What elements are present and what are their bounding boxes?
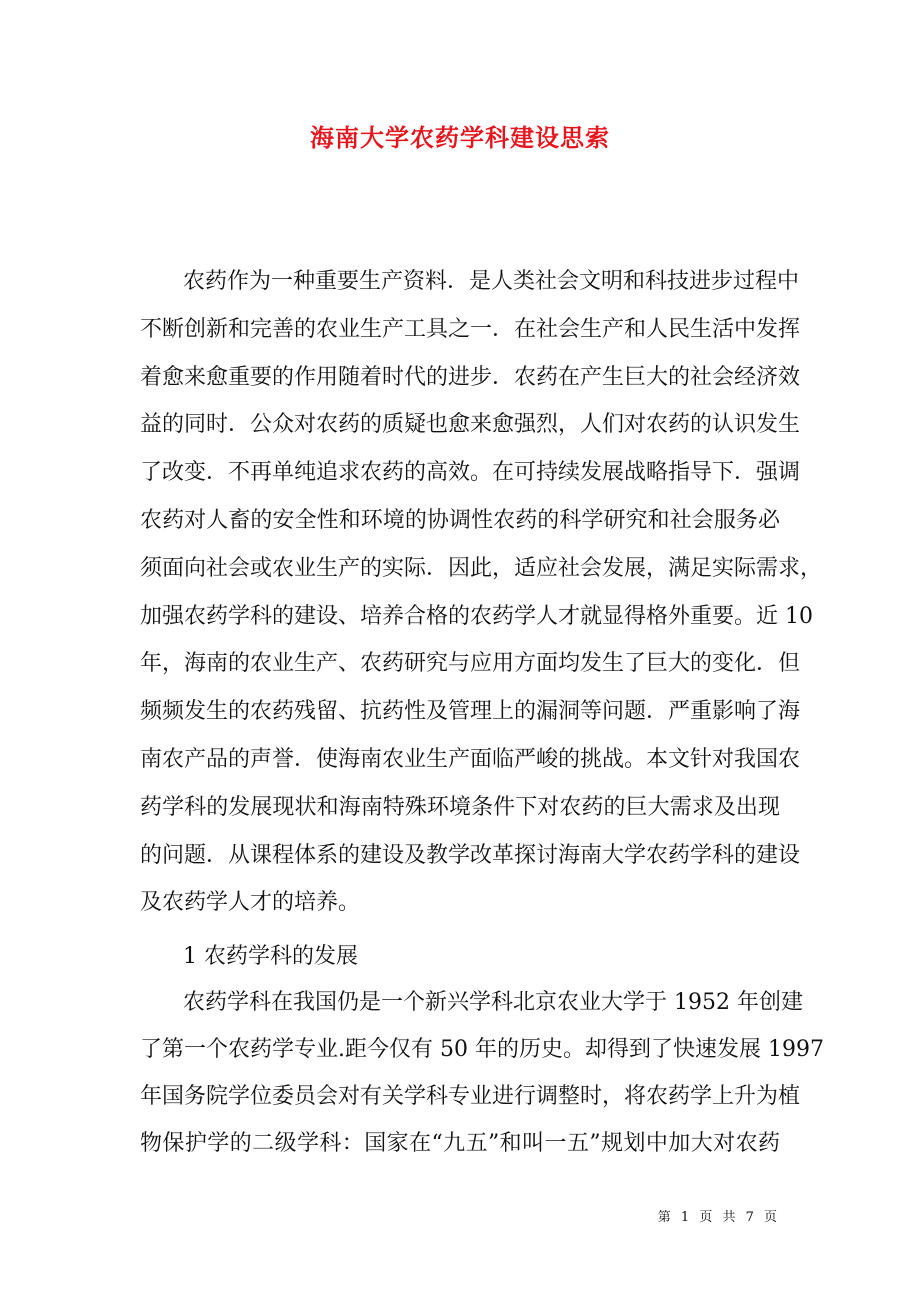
paragraph-line: 须面向社会或农业生产的实际．因此，适应社会发展，满足实际需求， [140, 555, 823, 581]
paragraph-line: 农药作为一种重要生产资料．是人类社会文明和科技进步过程中 [183, 269, 800, 294]
paragraph-line: 年，海南的农业生产、农药研究与应用方面均发生了巨大的变化．但 [140, 651, 801, 677]
paragraph-line: 农药对人畜的安全性和环境的协调性农药的科学研究和社会服务必 [140, 508, 780, 533]
paragraph-line: 益的同时．公众对农药的质疑也愈来愈强烈，人们对农药的认识发生 [140, 412, 801, 438]
document-title: 海南大学农药学科建设思索 [310, 123, 610, 152]
paragraph-line: 农药学科在我国仍是一个新兴学科北京农业大学于 1952 年创建 [183, 990, 803, 1015]
paragraph-line: 及农药学人才的培养。 [140, 890, 361, 916]
paragraph-line: 了第一个农药学专业.距今仅有 50 年的历史。却得到了快速发展 1997 [140, 1037, 824, 1062]
page-number: 第 1 页 共 7 页 [657, 1210, 780, 1225]
section-heading: 1 农药学科的发展 [183, 944, 358, 969]
paragraph-line: 不断创新和完善的农业生产工具之一．在社会生产和人民生活中发挥 [140, 316, 801, 342]
paragraph-line: 药学科的发展现状和海南特殊环境条件下对农药的巨大需求及出现 [140, 794, 780, 820]
paragraph-line: 南农产品的声誉．使海南农业生产面临严峻的挑战。本文针对我国农 [140, 747, 801, 772]
paragraph-line: 的问题．从课程体系的建设及教学改革探讨海南大学农药学科的建设 [140, 842, 801, 868]
paragraph-line: 年国务院学位委员会对有关学科专业进行调整时，将农药学上升为植 [140, 1084, 801, 1109]
paragraph-line: 频频发生的农药残留、抗药性及管理上的漏洞等问题．严重影响了海 [140, 699, 801, 725]
paragraph-line: 物保护学的二级学科：国家在“九五”和叫一五”规划中加大对农药 [140, 1131, 780, 1156]
paragraph-line: 加强农药学科的建设、培养合格的农药学人才就显得格外重要。近 10 [140, 603, 813, 629]
paragraph-line: 了改变．不再单纯追求农药的高效。在可持续发展战略指导下．强调 [140, 460, 801, 486]
paragraph-line: 着愈来愈重要的作用随着时代的进步．农药在产生巨大的社会经济效 [140, 364, 801, 390]
